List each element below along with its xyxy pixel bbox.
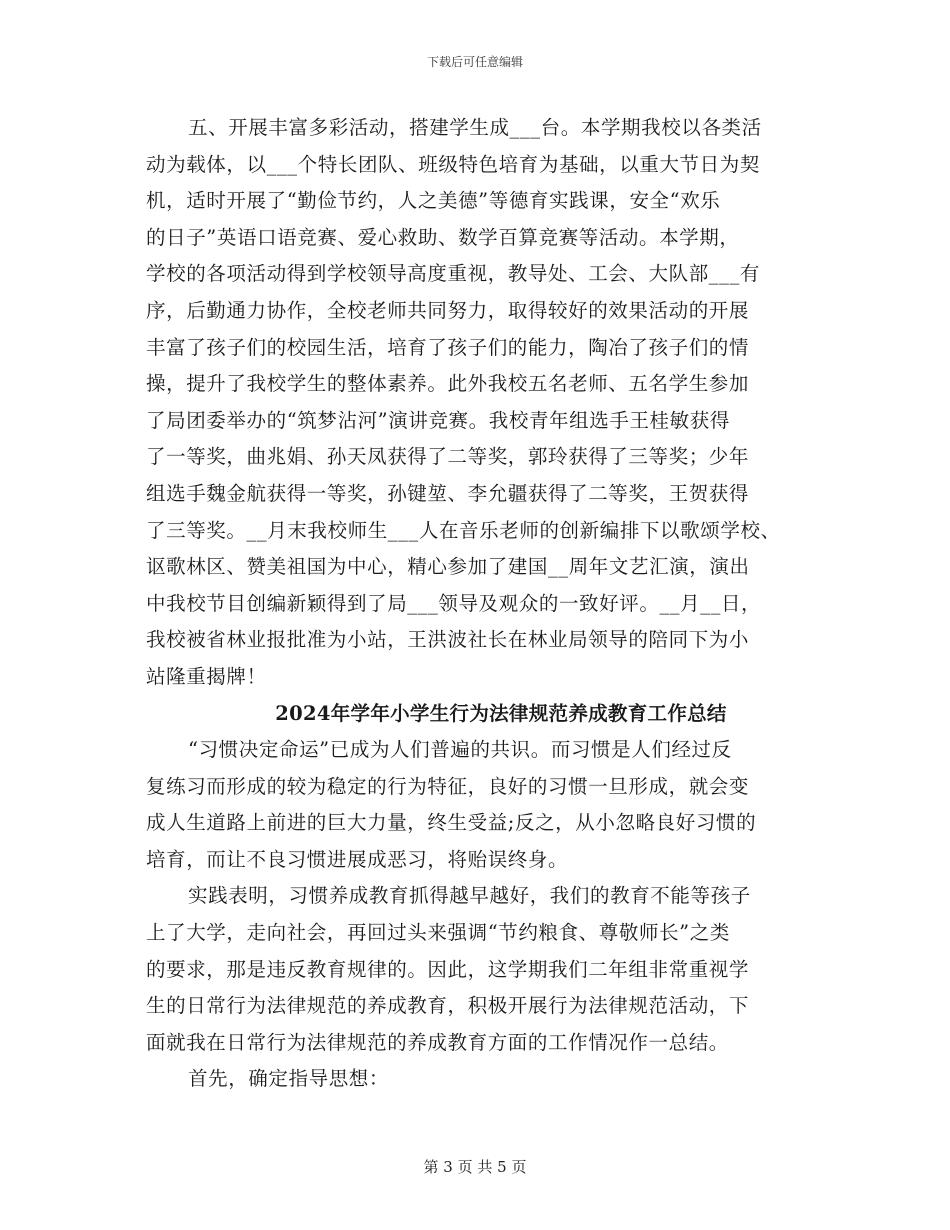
document-body bbox=[146, 110, 816, 1098]
paragraph-line: 五、开展丰富多彩活动，搭建学生成___台。本学期我校以各类活 bbox=[188, 116, 762, 139]
paragraph-line: 中我校节目创编新颖得到了局___领导及观众的一致好评。__月__日， bbox=[146, 591, 762, 615]
section-title: 2024年学年小学生行为法律规范养成教育工作总结 bbox=[275, 701, 727, 725]
paragraph-line: 组选手魏金航获得一等奖，孙键堃、李允疆获得了二等奖，王贺获得 bbox=[146, 481, 750, 505]
paragraph-line: 了局团委举办的“筑梦沾河”演讲竞赛。我校青年组选手王桂敏获得 bbox=[146, 408, 730, 432]
paragraph-line: 上了大学，走向社会，再回过头来强调“节约粮食、尊敬师长”之类 bbox=[146, 921, 730, 945]
paragraph-line: 丰富了孩子们的校园生活，培育了孩子们的能力，陶冶了孩子们的情 bbox=[146, 335, 750, 359]
paragraph-line: 成人生道路上前进的巨大力量，终生受益;反之，从小忽略良好习惯的 bbox=[146, 811, 757, 835]
paragraph-line: 学校的各项活动得到学校领导高度重视，教导处、工会、大队部___有 bbox=[146, 262, 760, 286]
paragraph-line: 了三等奖。__月末我校师生___人在音乐老师的创新编排下以歌颂学校、 bbox=[146, 518, 781, 542]
paragraph-line: 站隆重揭牌！ bbox=[146, 664, 267, 688]
paragraph-line: 操，提升了我校学生的整体素养。此外我校五名老师、五名学生参加 bbox=[146, 372, 750, 396]
paragraph-line: 生的日常行为法律规范的养成教育，积极开展行为法律规范活动，下 bbox=[146, 994, 750, 1018]
paragraph-line: 的要求，那是违反教育规律的。因此，这学期我们二年组非常重视学 bbox=[146, 957, 750, 981]
paragraph-line: 复练习而形成的较为稳定的行为特征，良好的习惯一旦形成，就会变 bbox=[146, 774, 750, 798]
paragraph-line: 讴歌林区、赞美祖国为中心，精心参加了建国__周年文艺汇演，演出 bbox=[146, 555, 750, 579]
paragraph-line: 机，适时开展了“勤俭节约，人之美德”等德育实践课，安全“欢乐 bbox=[146, 189, 721, 213]
paragraph-line: 首先，确定指导思想： bbox=[188, 1067, 390, 1091]
paragraph-line: 面就我在日常行为法律规范的养成教育方面的工作情况作一总结。 bbox=[146, 1030, 729, 1054]
paragraph-line: 实践表明，习惯养成教育抓得越早越好，我们的教育不能等孩子 bbox=[188, 884, 751, 908]
paragraph-line: 动为载体，以___个特长团队、班级特色培育为基础，以重大节日为契 bbox=[146, 152, 760, 176]
paragraph-line: 我校被省林业报批准为小站，王洪波社长在林业局领导的陪同下为小 bbox=[146, 628, 750, 652]
paragraph-line: 培育，而让不良习惯进展成恶习，将贻误终身。 bbox=[146, 847, 569, 871]
paragraph-line: 的日子”英语口语竞赛、爱心救助、数学百算竞赛等活动。本学期， bbox=[146, 225, 740, 249]
paragraph-line: “习惯决定命运”已成为人们普遍的共识。而习惯是人们经过反 bbox=[188, 738, 732, 762]
page-header: 下载后可任意编辑 bbox=[426, 55, 523, 69]
page-footer: 第 3 页 共 5 页 bbox=[423, 1158, 527, 1176]
paragraph-line: 了一等奖，曲兆娟、孙天凤获得了二等奖，郭玲获得了三等奖；少年 bbox=[146, 445, 750, 469]
paragraph-line: 序，后勤通力协作，全校老师共同努力，取得较好的效果活动的开展 bbox=[146, 298, 750, 322]
